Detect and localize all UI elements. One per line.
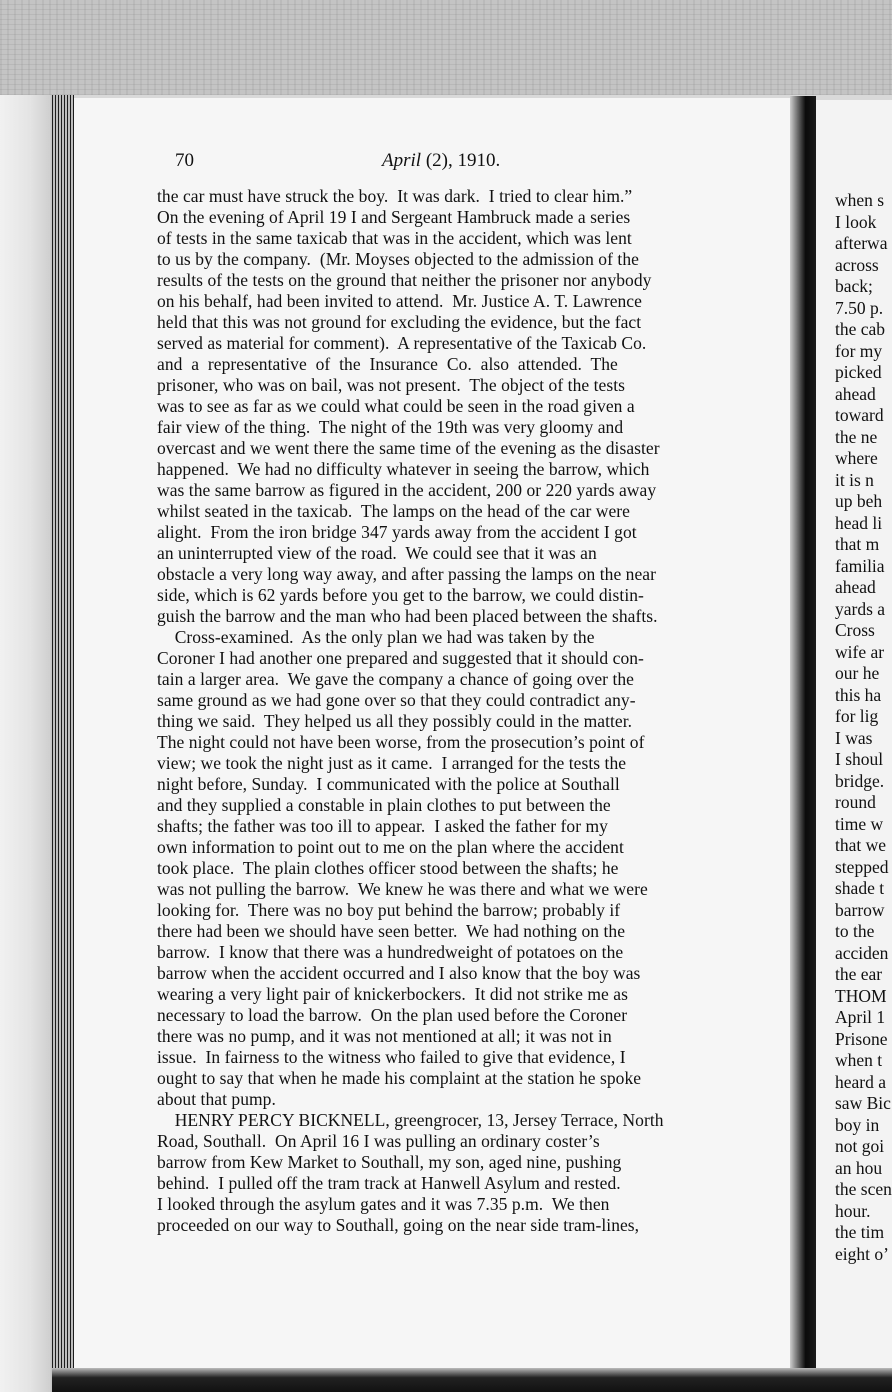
text-line: alight. From the iron bridge 347 yards away from the accident I got (157, 522, 637, 542)
right-page-line: heard a (835, 1071, 887, 1092)
right-page-line: for lig (835, 706, 879, 726)
right-page-line: it is n (835, 469, 874, 490)
text-line: shafts; the father was too ill to appear. I asked the father for my (157, 816, 608, 836)
right-page-line: yards a (835, 598, 886, 619)
text-line: took place. The plain clothes officer stood between the shafts; he (157, 858, 619, 878)
right-page-line: boy in (835, 1114, 880, 1135)
right-page-line: wife ar (835, 641, 885, 662)
right-page-line: hour. (835, 1200, 871, 1221)
right-page-line: the tim (835, 1222, 885, 1242)
text-line: Coroner I had another one prepared and suggested that it should con- (157, 648, 644, 668)
right-page-line: I shoul (835, 749, 884, 769)
right-page-line: when s (835, 190, 885, 210)
text-line: the car must have struck the boy. It was dark. I tried to clear him.” (157, 186, 633, 206)
book-gutter (790, 96, 816, 1392)
page-number: 70 (175, 150, 194, 171)
right-page-line: when t (835, 1050, 883, 1070)
text-line: was to see as far as we could what could be seen in the road given a (157, 396, 635, 416)
text-line: HENRY PERCY BICKNELL, greengrocer, 13, Jersey Terrace, North (157, 1110, 664, 1130)
text-line: own information to point out to me on the plan where the accident (157, 837, 624, 857)
text-line: view; we took the night just as it came. I arranged for the tests the (157, 753, 627, 773)
text-line: I looked through the asylum gates and it was 7.35 p.m. We then (157, 1194, 610, 1214)
right-page-line: an hou (835, 1157, 883, 1178)
text-line: whilst seated in the taxicab. The lamps on the head of the car were (157, 501, 630, 521)
right-page-line: I was (835, 727, 873, 748)
right-page-line: the scen (835, 1179, 892, 1199)
right-page-line: Prisone (835, 1028, 888, 1049)
right-page-line: barrow (835, 899, 885, 920)
right-page-line: our he (835, 663, 880, 683)
text-line: happened. We had no difficulty whatever in seeing the barrow, which (157, 459, 650, 479)
text-line: an uninterrupted view of the road. We could see that it was an (157, 543, 597, 563)
right-page-line: ahead (835, 577, 876, 597)
bottom-edge (52, 1368, 892, 1392)
text-line: results of the tests on the ground that neither the prisoner nor anybody (157, 270, 652, 290)
right-page-line: round (835, 792, 876, 812)
right-page-line: the ear (835, 964, 883, 984)
scanner-background (0, 0, 892, 95)
text-line: was the same barrow as figured in the accident, 200 or 220 yards away (157, 480, 657, 500)
right-page-line: this ha (835, 684, 882, 705)
text-line: necessary to load the barrow. On the plan used before the Coroner (157, 1005, 628, 1025)
right-page-line: acciden (835, 942, 889, 963)
right-page-line: time w (835, 813, 884, 834)
right-page-line: where (835, 448, 878, 468)
right-page-line: to the (835, 921, 875, 941)
text-line: looking for. There was no boy put behind the barrow; probably if (157, 900, 621, 920)
text-line: fair view of the thing. The night of the 19th was very gloomy and (157, 417, 624, 437)
text-line: held that this was not ground for excluding the evidence, but the fact (157, 312, 642, 332)
right-page-line: 7.50 p. (835, 297, 884, 318)
text-line: side, which is 62 yards before you get to the barrow, we could distin- (157, 585, 644, 605)
text-line: served as material for comment). A representative of the Taxicab Co. (157, 333, 647, 353)
right-page-line: across (835, 254, 879, 275)
text-line: and a representative of the Insurance Co. also attended. The (157, 354, 618, 374)
text-line: ought to say that when he made his complaint at the station he spoke (157, 1068, 642, 1088)
right-page-line: for my (835, 340, 883, 361)
right-page-line: head li (835, 512, 883, 533)
text-line: wearing a very light pair of knickerbockers. It did not strike me as (157, 984, 628, 1004)
right-page-line: the cab (835, 319, 886, 339)
text-line: to us by the company. (Mr. Moyses objected to the admission of the (157, 249, 639, 269)
text-line: obstacle a very long way away, and after passing the lamps on the near (157, 564, 656, 584)
right-page-line: back; (835, 276, 873, 296)
right-page-line: that m (835, 534, 880, 554)
text-line: on his behalf, had been invited to attend. Mr. Justice A. T. Lawrence (157, 291, 642, 311)
text-line: tain a larger area. We gave the company a chance of going over the (157, 669, 634, 689)
text-line: and they supplied a constable in plain clothes to put between the (157, 795, 611, 815)
page-edges (52, 95, 74, 1390)
text-line: same ground as we had gone over so that they could contradict any- (157, 690, 636, 710)
right-page-line: not goi (835, 1136, 885, 1156)
text-line: prisoner, who was on bail, was not present. The object of the tests (157, 375, 625, 395)
right-page-line: Cross (835, 620, 875, 640)
right-page-line: shade t (835, 878, 885, 898)
right-page-line: toward (835, 405, 884, 425)
text-line: issue. In fairness to the witness who failed to give that evidence, I (157, 1047, 626, 1067)
right-page-line: I look (835, 211, 877, 232)
text-line: of tests in the same taxicab that was in the accident, which was lent (157, 228, 632, 248)
text-line: proceeded on our way to Southall, going on the near side tram-lines, (157, 1215, 640, 1235)
text-line: there was no pump, and it was not mentioned at all; it was not in (157, 1026, 612, 1046)
text-line: barrow from Kew Market to Southall, my son, aged nine, pushing (157, 1152, 622, 1172)
right-page-line: stepped (835, 856, 889, 877)
text-line: about that pump. (157, 1089, 276, 1109)
text-line: barrow. I know that there was a hundredweight of potatoes on the (157, 942, 624, 962)
right-page-line: the ne (835, 426, 878, 447)
right-page-line: April 1 (835, 1007, 886, 1027)
text-line: was not pulling the barrow. We knew he was there and what we were (157, 879, 648, 899)
text-line: night before, Sunday. I communicated with the police at Southall (157, 774, 620, 794)
text-line: On the evening of April 19 I and Sergeant Hambruck made a series (157, 207, 631, 227)
text-line: behind. I pulled off the tram track at Hanwell Asylum and rested. (157, 1173, 621, 1193)
text-line: thing we said. They helped us all they possibly could in the matter. (157, 711, 633, 731)
right-page-line: familia (835, 555, 885, 576)
right-page-line: ahead (835, 383, 876, 404)
right-page-line: THOM (835, 985, 887, 1006)
right-page-line: bridge. (835, 770, 885, 791)
text-line: Road, Southall. On April 16 I was pulling an ordinary coster’s (157, 1131, 600, 1151)
right-page-line: picked (835, 362, 882, 382)
right-page-line: that we (835, 835, 887, 855)
right-page-line: saw Bic (835, 1093, 891, 1113)
page-date-header: April (2), 1910. (382, 150, 501, 171)
text-line: barrow when the accident occurred and I also know that the boy was (157, 963, 641, 983)
text-line: Cross-examined. As the only plan we had was taken by the (157, 627, 595, 647)
text-line: The night could not have been worse, from the prosecution’s point of (157, 732, 645, 752)
text-line: there had been we should have seen better. We had nothing on the (157, 921, 626, 941)
right-page-line: up beh (835, 491, 883, 511)
right-page-line: afterwa (835, 233, 888, 253)
text-line: guish the barrow and the man who had been placed between the shafts. (157, 606, 658, 626)
text-line: overcast and we went there the same time of the evening as the disaster (157, 438, 660, 458)
right-page-line: eight o’ (835, 1243, 889, 1264)
